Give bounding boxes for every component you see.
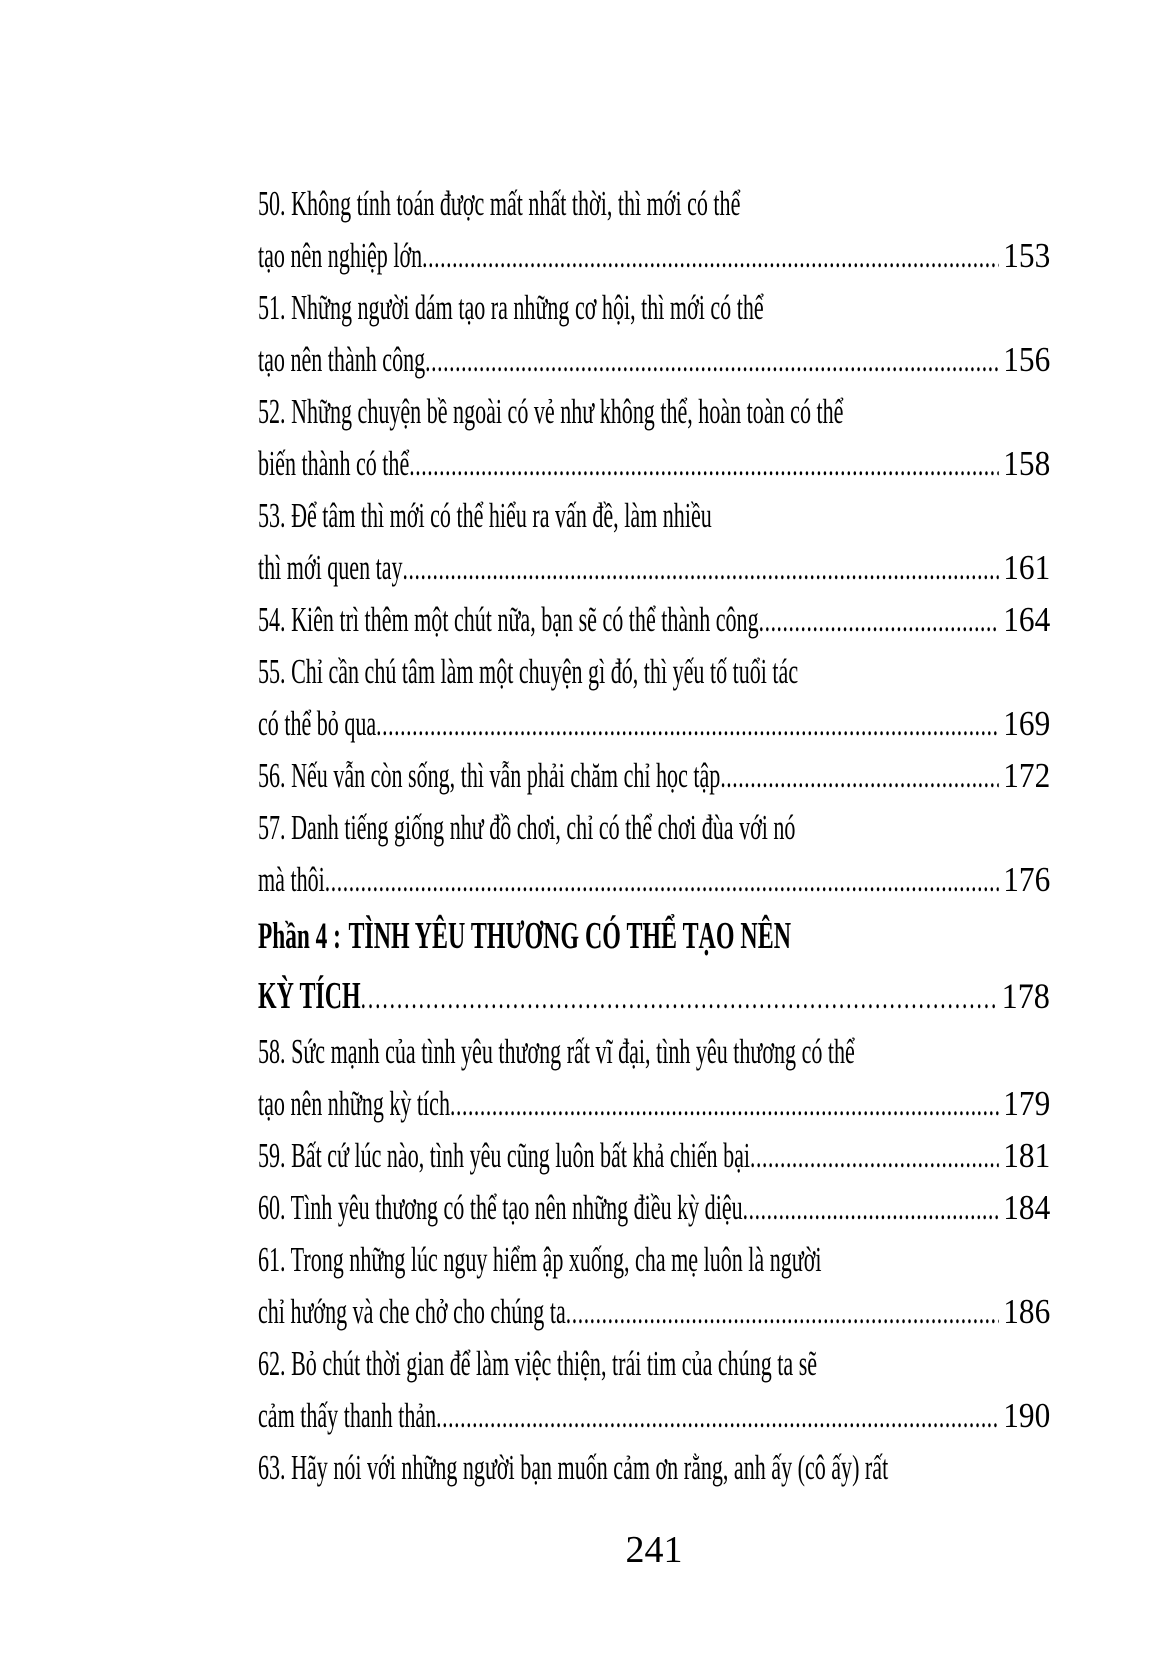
section-heading — [258, 906, 1050, 1026]
toc-line — [258, 1442, 1050, 1494]
dot-leader — [720, 751, 1013, 803]
page-number: 186 — [998, 1286, 1049, 1338]
page-number: 172 — [998, 750, 1049, 802]
toc-entry — [258, 386, 1050, 490]
toc-line — [258, 490, 1050, 542]
toc-entry — [258, 802, 1050, 906]
entry-text: 57. Danh tiếng giống như đồ chơi, chỉ có thể chơi đùa với nó — [258, 808, 796, 847]
toc-line — [258, 282, 1050, 334]
page-number: 169 — [998, 698, 1049, 750]
dot-leader — [361, 972, 1013, 1024]
toc-entry — [258, 178, 1050, 282]
entry-text: có thể bỏ qua — [258, 704, 377, 743]
toc-line — [258, 698, 1050, 750]
entry-text: 56. Nếu vẫn còn sống, thì vẫn phải chăm chỉ học tập — [258, 756, 721, 795]
dot-leader — [436, 1391, 1014, 1443]
toc-entry — [258, 1234, 1050, 1338]
entry-text: 51. Những người dám tạo ra những cơ hội, thì mới có thể — [258, 288, 764, 327]
section-heading-title: KỲ TÍCH — [258, 975, 361, 1017]
dot-leader — [743, 1183, 1014, 1235]
toc-line — [258, 438, 1050, 490]
table-of-contents — [258, 178, 1050, 1494]
entry-text: tạo nên nghiệp lớn — [258, 236, 423, 275]
dot-leader — [409, 439, 1013, 491]
entry-text: 54. Kiên trì thêm một chút nữa, bạn sẽ có thể thành công — [258, 600, 759, 639]
page-number: 161 — [998, 542, 1049, 594]
toc-line — [258, 178, 1050, 230]
toc-line — [258, 1338, 1050, 1390]
toc-line — [258, 1026, 1050, 1078]
dot-leader — [450, 1079, 1014, 1131]
toc-line — [258, 906, 1050, 966]
entry-text: chỉ hướng và che chở cho chúng ta — [258, 1292, 566, 1331]
toc-line — [258, 1286, 1050, 1338]
toc-line — [258, 750, 1050, 802]
entry-text: 53. Để tâm thì mới có thể hiểu ra vấn đề, làm nhiều — [258, 496, 712, 535]
toc-line — [258, 1130, 1050, 1182]
entry-text: 62. Bỏ chút thời gian để làm việc thiện, trái tim của chúng ta sẽ — [258, 1344, 818, 1383]
toc-line — [258, 966, 1050, 1026]
page-number: 179 — [998, 1078, 1049, 1130]
page-number: 190 — [998, 1390, 1049, 1442]
toc-entry — [258, 1338, 1050, 1442]
toc-entry — [258, 1130, 1050, 1182]
toc-entry — [258, 594, 1050, 646]
entry-text: 63. Hãy nói với những người bạn muốn cảm ơn rằng, anh ấy (cô ấy) rất — [258, 1448, 889, 1487]
entry-text: 55. Chỉ cần chú tâm làm một chuyện gì đó, thì yếu tố tuổi tác — [258, 652, 799, 691]
entry-text: 61. Trong những lúc nguy hiểm ập xuống, cha mẹ luôn là người — [258, 1240, 822, 1279]
dot-leader — [403, 543, 1014, 595]
dot-leader — [425, 335, 1014, 387]
entry-text: 59. Bất cứ lúc nào, tình yêu cũng luôn bất khả chiến bại — [258, 1136, 751, 1175]
page-number: 153 — [998, 230, 1049, 282]
toc-entry — [258, 1026, 1050, 1130]
toc-line — [258, 230, 1050, 282]
toc-entry — [258, 1182, 1050, 1234]
entry-text: mà thôi — [258, 860, 325, 899]
entry-text: biến thành có thể — [258, 444, 410, 483]
entry-text: 58. Sức mạnh của tình yêu thương rất vĩ đại, tình yêu thương có thể — [258, 1032, 855, 1071]
toc-entry — [258, 490, 1050, 594]
entry-text: tạo nên thành công — [258, 340, 426, 379]
toc-line — [258, 1234, 1050, 1286]
toc-line — [258, 802, 1050, 854]
entry-text: thì mới quen tay — [258, 548, 403, 587]
toc-line — [258, 334, 1050, 386]
toc-line — [258, 386, 1050, 438]
toc-line — [258, 594, 1050, 646]
dot-leader — [759, 595, 1014, 647]
toc-entry — [258, 646, 1050, 750]
page-number: 176 — [998, 854, 1049, 906]
toc-entry — [258, 1442, 1050, 1494]
toc-line — [258, 646, 1050, 698]
section-heading-title: TÌNH YÊU THƯƠNG CÓ THỂ TẠO NÊN — [348, 915, 791, 957]
section-heading-prefix: Phần 4 : — [258, 916, 341, 957]
dot-leader — [376, 699, 1014, 751]
page-number: 158 — [998, 438, 1049, 490]
toc-line — [258, 1390, 1050, 1442]
footer-page-number: 241 — [625, 1529, 683, 1571]
toc-entry — [258, 282, 1050, 386]
toc-line — [258, 1182, 1050, 1234]
page-number: 181 — [998, 1130, 1049, 1182]
page-number: 178 — [997, 966, 1050, 1026]
dot-leader — [566, 1287, 1014, 1339]
toc-line — [258, 542, 1050, 594]
toc-line — [258, 854, 1050, 906]
entry-text: 50. Không tính toán được mất nhất thời, thì mới có thể — [258, 184, 741, 223]
dot-leader — [750, 1131, 1014, 1183]
page-number: 156 — [998, 334, 1049, 386]
dot-leader — [325, 855, 1014, 907]
page-number: 184 — [998, 1182, 1049, 1234]
dot-leader — [422, 231, 1014, 283]
entry-text: tạo nên những kỳ tích — [258, 1084, 450, 1123]
toc-line — [258, 1078, 1050, 1130]
entry-text: 60. Tình yêu thương có thể tạo nên những điều kỳ diệu — [258, 1188, 743, 1227]
entry-text: cảm thấy thanh thản — [258, 1396, 437, 1435]
entry-text: 52. Những chuyện bề ngoài có vẻ như không thể, hoàn toàn có thể — [258, 392, 844, 431]
toc-entry — [258, 750, 1050, 802]
page-number: 164 — [998, 594, 1049, 646]
